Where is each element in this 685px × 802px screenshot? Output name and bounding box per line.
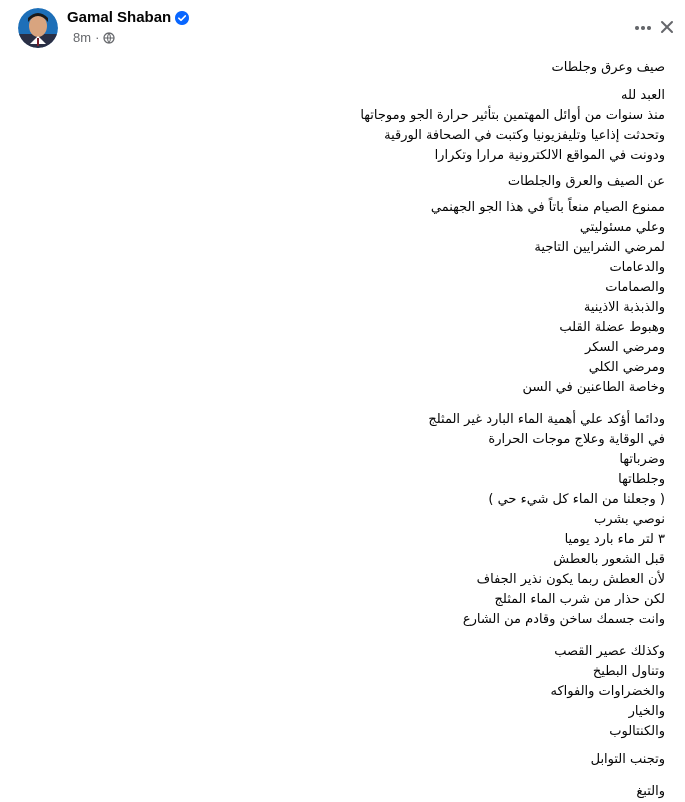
post-time[interactable]: 8m [73,30,92,45]
post-text-line: ودائما أؤكد علي أهمية الماء البارد غير المثلج [428,412,665,427]
post-text-line: وعلي مسئوليتي [579,220,665,235]
post-text-line: والذبذبة الاذينية [583,300,665,315]
post-text-line: والصمامات [605,280,665,295]
close-icon [660,20,674,34]
post-text-line: وهبوط عضلة القلب [559,320,665,335]
post-text-line: وتحدثت إذاعيا وتليفزيونيا وكتبت في الصحافة الورقية [384,128,665,143]
post-text-line: وخاصة الطاعنين في السن [522,380,665,395]
avatar-image [18,8,58,48]
post-text-line: ممنوع الصيام منعاً باتاً في هذا الجو الجهنمي [430,200,665,215]
author-avatar[interactable] [18,8,58,48]
post-text-line: والكنتالوب [609,724,665,739]
post-paragraph [145,410,665,630]
post-text-line: وتناول البطيخ [592,664,665,679]
post-text-line: وانت جسمك ساخن وقادم من الشارع [462,612,665,627]
post-paragraph [145,198,665,398]
post-text-line: والخيار [628,704,665,719]
post-text-line: ودونت في المواقع الالكترونية مرارا وتكرارا [434,148,665,163]
paragraph-gap [145,770,665,782]
post-text-line: صيف وعرق وجلطات [551,60,665,75]
post-text-line: العبد لله [621,88,665,103]
post-title [145,58,665,78]
paragraph-gap [145,742,665,750]
post-paragraph [145,86,665,166]
post-header [0,0,685,56]
post-text-line: منذ سنوات من أوائل المهتمين بتأثير حرارة الجو وموجاتها [360,108,665,123]
post-text-line: لمرضي الشرايين التاجية [534,240,665,255]
post-text-line: ( وجعلنا من الماء كل شيء حي ) [488,492,665,507]
paragraph-gap [145,630,665,642]
post-paragraph [145,750,665,770]
globe-icon[interactable] [103,32,115,44]
post-text-line: والتبغ [636,784,665,799]
post-meta [73,30,115,45]
post-text-line: ومرضي السكر [585,340,665,355]
post-text-line: نوصي بشرب [594,512,665,527]
post-text-line: لأن العطش ربما يكون نذير الجفاف [476,572,665,587]
post-text-line: لكن حذار من شرب الماء المثلج [494,592,665,607]
post-paragraph [145,172,665,192]
post-text-line: وضرباتها [619,452,665,467]
author-name[interactable]: Gamal Shaban [67,9,172,26]
post-text-line: والدعامات [609,260,665,275]
post-text-line: عن الصيف والعرق والجلطات [507,174,665,189]
post-text-line: قبل الشعور بالعطش [553,552,665,567]
post-text-line: ٣ لتر ماء بارد يوميا [564,532,665,547]
paragraph-gap [145,78,665,86]
meta-separator: · [95,30,100,45]
close-button[interactable] [655,15,679,39]
post-text-line: وتجنب التوابل [590,752,665,767]
post-body [145,58,665,802]
more-options-button[interactable] [633,18,653,38]
verified-badge-icon [175,11,189,25]
post-text-line: وجلطاتها [618,472,665,487]
post-text-line: ومرضي الكلي [588,360,665,375]
more-options-icon [634,25,652,31]
paragraph-gap [145,398,665,410]
author-name-row [67,9,189,26]
post-text-line: وكذلك عصير القصب [554,644,665,659]
post-paragraph [145,642,665,742]
post-paragraph [145,782,665,802]
post-text-line: في الوقاية وعلاج موجات الحرارة [488,432,665,447]
post-text-line: والخضراوات والفواكه [550,684,665,699]
